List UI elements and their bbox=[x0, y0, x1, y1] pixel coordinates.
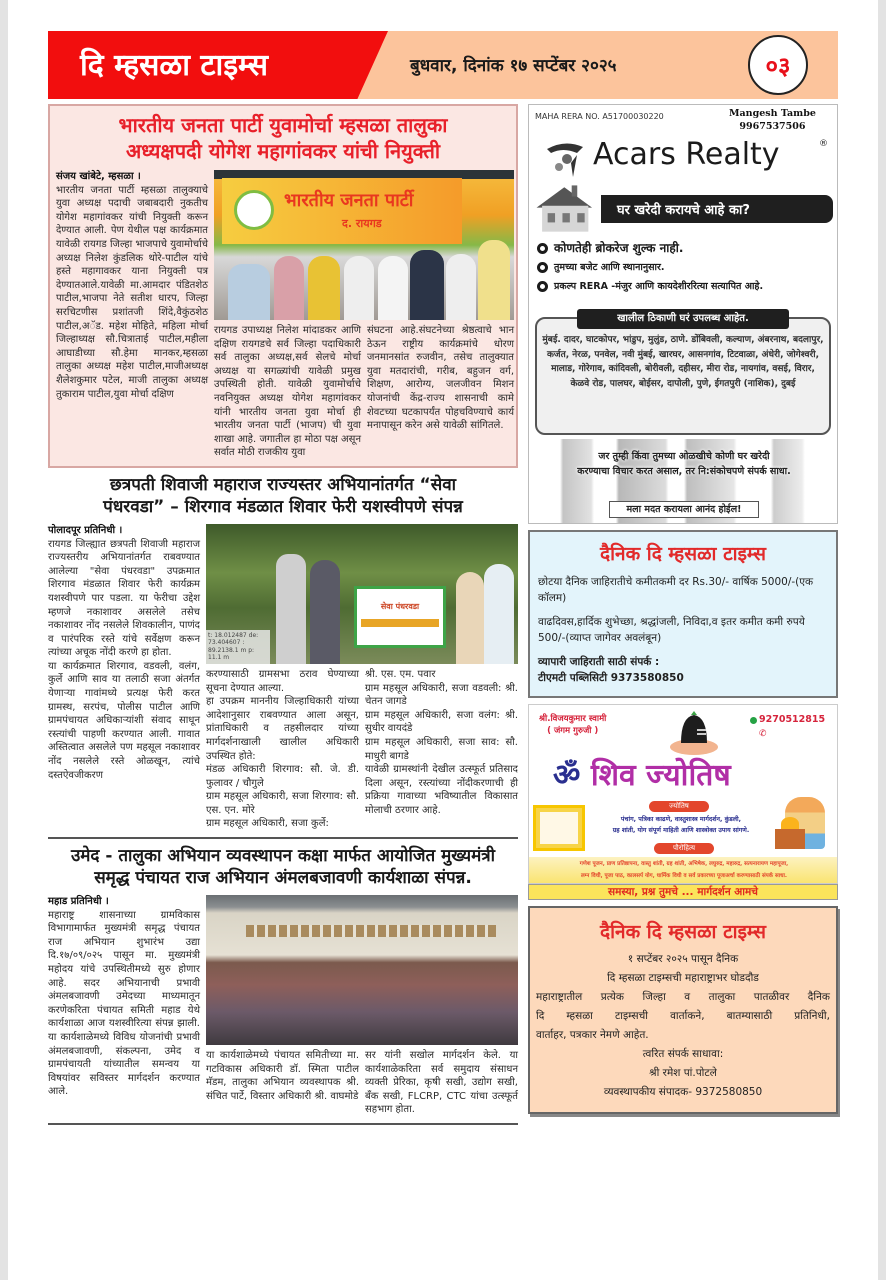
photo-person bbox=[478, 240, 510, 320]
locations-title: खालील ठिकाणी घरं उपलब्ध आहेत. bbox=[577, 309, 789, 329]
left-column bbox=[48, 104, 518, 1125]
wall-frames bbox=[246, 925, 496, 937]
paurohitya-services: गणेश पूजन, प्राण प्रतिष्ठापना, वास्तु शांती, ग्रह शांती, अभिषेक, लघुरुद्र, महारुद्र, सत्यनारायण महापूजा, bbox=[579, 861, 789, 867]
headline-line: छत्रपती शिवाजी महाराज राज्यस्तर अभियानांतर्गत “सेवा bbox=[109, 474, 457, 495]
article-umed-workshop bbox=[48, 895, 518, 1117]
astro-title-text: शिव ज्योतिष bbox=[590, 758, 731, 793]
registered-trademark: ® bbox=[819, 139, 828, 149]
article-paragraph: ग्राम महसूल अधिकारी, सजा वलंग: श्री. सुधीर वायदंडे bbox=[365, 709, 518, 735]
cta-line: करण्याचा विचार करत असाल, तर नि:संकोचपणे संपर्क साधा. bbox=[577, 466, 791, 477]
page-number-badge: ०३ bbox=[748, 35, 808, 95]
locations-list: मुंबई. दादर, घाटकोपर, भांडुप, मुलुंड, ठाणे. डोंबिवली, कल्याण, अंबरनाथ, बदलापुर, कर्जत, नेरळ, पनवेल, नवी मुंबई, खारघर, आसनगांव, टिटवाळा, अंधेरी, जोगेश्वरी, मालाड, गोरेगाव, कांदिवली, बोरीवली, दहीसर, मीरा रोड, नायगांव, वसई, विरार, केळवे रोड, पालघर, बोईसर, दापोली, पुणे, ईगतपुरी (नाशिक), दुबई bbox=[542, 335, 824, 389]
agent-contact bbox=[729, 107, 816, 133]
headline-line: उमेद - तालुका अभियान व्यवस्थापन कक्षा मार्फत आयोजित मुख्यमंत्री bbox=[70, 846, 496, 867]
article-column-2: या कार्यशाळेमध्ये पंचायत समितीच्या मा. गटविकास अधिकारी डॉ. स्मिता पाटील मॅडम, तालुका अभियान व्यवस्थापक श्री. संचित पार्टे, विस्तार अधिकारी श्री. वाघमोडे bbox=[206, 1050, 359, 1102]
divider bbox=[48, 837, 518, 839]
rates-contact-label: व्यापारी जाहिराती साठी संपर्क : bbox=[538, 656, 660, 668]
article-seva-pandharwada bbox=[48, 524, 518, 831]
phone-icon: ✆ bbox=[759, 729, 767, 739]
article-headline bbox=[48, 474, 518, 518]
article-paragraph: श्री. एस. एम. पवार bbox=[365, 668, 436, 680]
feature-text: तुमच्या बजेट आणि स्थानानुसार. bbox=[554, 262, 665, 273]
cta-line: जर तुम्ही किंवा तुमच्या ओळखीचे कोणी घर खरेदी bbox=[598, 451, 770, 462]
feature-text: प्रकल्प RERA -मंजुर आणि कायदेशीररित्या सत्यापित आहे. bbox=[554, 281, 764, 292]
advertisement-shiv-jyotish bbox=[528, 704, 838, 884]
rera-number: MAHA RERA NO. A51700030220 bbox=[535, 112, 664, 121]
article-column-1 bbox=[56, 170, 208, 460]
rates-title: दैनिक दि म्हसळा टाइम्स bbox=[600, 543, 766, 565]
recruit-line: महाराष्ट्रातील प्रत्येक जिल्हा व तालुका पातळीवर दैनिक bbox=[536, 991, 830, 1003]
photo-person bbox=[456, 572, 484, 664]
article-photo-field-visit bbox=[206, 524, 518, 664]
astrologer-phone: 9270512815 bbox=[759, 714, 826, 725]
issue-date: बुधवार, दिनांक १७ सप्टेंबर २०२५ bbox=[410, 56, 617, 76]
article-paragraph: मंडळ अधिकारी शिरगाव: सौ. जे. डी. फुलावर / चौगुले bbox=[206, 764, 359, 789]
photo-stage-banner bbox=[222, 178, 462, 244]
article-paragraph: या कार्यक्रमात शिरगाव, वडवली, वलंग, कुर्ले आणि साव या तलाठी सजा अंतर्गत येणाऱ्या गावांमध्ये प्रत्यक्ष फेरी करत ग्रामस्थ, सरपंच, पोलीस पाटील आणि ग्रामपंचायत अधिकाऱ्यांशी संवाद साधून रस्त्यांची पाहणी करण्यात आली. गावात अस्तित्वात असलेले पण महसूल नकाशावर नोंद नसलेले रस्ते ओळखून, त्यांचे दस्तऐवजीकरण bbox=[48, 660, 200, 781]
feature-item bbox=[537, 277, 835, 296]
recruit-line: दि म्हसळा टाइम्सची महाराष्ट्राभर घोडदौड bbox=[607, 972, 759, 984]
photo-person bbox=[484, 564, 514, 664]
article-column-1 bbox=[48, 524, 200, 831]
article-text: भारतीय जनता पार्टी म्हसळा तालुक्याचे युवा अध्यक्ष पदाची जबाबदारी नुकतीच योगेश महागांवकर यांची नियुक्ती करून देण्यात आली. पेण येथील पक्ष कार्यक्रमात यावेळी रायगड जिल्हा भाजपाचे युवामोर्चाचे अध्यक्ष निलेश कुंडलिक थोरे-पाटील यांचे हस्ते महागावकर याना नियुक्ती पत्र देण्यातआले.यावेळी मा.आमदार पंडितशेठ पाटील,भाजपा नेते सतीश धारप, जिल्हा सरचिटणीस प्रशांतजी शिंदे,वैकुंठशेठ पाटील,अॅड. महेश मोहिते, महिला मोर्चा जिल्हाध्यक्ष सौ.चित्राताई पाटील,महीला आघाडीच्या सौ.हेमा मानकर,म्हसळा तालुका अध्यक्ष महेश पाटील,माजीअध्यक्ष शैलेशकुमार पटेल, माजी तालुका अध्यक्ष तुकाराम पाटील,युवा मोर्चा दक्षिण bbox=[56, 184, 209, 400]
article-right-area bbox=[206, 524, 518, 831]
bullet-icon bbox=[537, 281, 548, 292]
section-jyotish-label: ज्योतिष bbox=[649, 801, 709, 812]
article-headline bbox=[48, 845, 518, 889]
buy-home-question: घर खरेदी करायचे आहे का? bbox=[601, 195, 833, 223]
article-paragraph: हा उपक्रम माननीय जिल्हाधिकारी यांच्या आदेशानुसार राबवण्यात आला असून, प्रांताधिकारी व तहसीलदार यांच्या मार्गदर्शनाखाली खालील अधिकारी उपस्थित होते: bbox=[206, 696, 359, 762]
page-margin-right bbox=[878, 0, 886, 1280]
feature-list bbox=[537, 239, 835, 296]
article-byline: संजय खांबेटे, म्हसळा । bbox=[56, 171, 141, 182]
photo-banner-text: भारतीय जनता पार्टी bbox=[284, 190, 414, 211]
article-columns bbox=[214, 324, 514, 460]
agent-phone: 9967537506 bbox=[739, 121, 806, 132]
jyotish-services: ग्रह शांती, योग संपूर्ण माहिती आणि शास्त्रोक्त उपाय सांगणे. bbox=[612, 827, 750, 834]
agent-name: Mangesh Tambe bbox=[729, 108, 816, 119]
photo-person bbox=[344, 256, 374, 320]
photo-seva-banner bbox=[354, 586, 446, 648]
house-icon bbox=[531, 183, 605, 235]
astro-ad-wrapper bbox=[528, 704, 838, 900]
brand-name: Acars Realty bbox=[593, 137, 780, 172]
recruit-line: १ सप्टेंबर २०२५ पासून दैनिक bbox=[627, 953, 739, 965]
acars-logo-icon bbox=[543, 139, 587, 179]
havan-kund-icon bbox=[775, 829, 805, 849]
rates-greetings: वाढदिवस,हार्दिक शुभेच्छा, श्रद्धांजली, निविदा,व इतर कमीत कमी रुपये 500/-(व्याप्त जागेवर अवलंबून) bbox=[538, 616, 805, 644]
article-photo-workshop bbox=[206, 895, 518, 1045]
paurohitya-services: लग्न विधी, पूजा पाठ, कालसर्प योग, धार्मिक विधी व सर्व प्रकारच्या पूजाअर्चा करण्यासाठी संपर्क साधा. bbox=[580, 873, 787, 879]
recruit-line: दि म्हसळा टाइम्सची वार्ताकने, बातम्यासाठी प्रतिनिधी, bbox=[536, 1010, 830, 1022]
section-paurohitya-label: पौरोहित्य bbox=[654, 843, 714, 854]
recruit-contact-phone: व्यवस्थापकीय संपादक- 9372580850 bbox=[603, 1086, 763, 1098]
headline-line: अध्यक्षपदी योगेश महागांवकर यांची नियुक्ती bbox=[125, 139, 441, 163]
om-symbol: ॐ bbox=[553, 758, 581, 793]
paurohitya-strip bbox=[529, 857, 838, 884]
rates-small-ads: छोटया दैनिक जाहिरातीचे कमीतकमी दर Rs.30/- वार्षिक 5000/-(एक कॉलम) bbox=[538, 576, 814, 604]
article-column-2 bbox=[206, 668, 359, 831]
astro-tagline: समस्या, प्रश्न तुमचे ... मार्गदर्शन आमचे bbox=[528, 884, 838, 900]
article-paragraph: ग्राम महसूल अधिकारी, सजा कुर्ले: bbox=[206, 818, 329, 830]
article-columns bbox=[206, 1049, 518, 1117]
article-right-area bbox=[214, 170, 514, 460]
article-headline bbox=[56, 112, 510, 164]
photo-person bbox=[308, 256, 340, 320]
shivling-icon bbox=[667, 711, 721, 757]
article-columns bbox=[206, 668, 518, 831]
feature-text: कोणतेही ब्रोकरेज शुल्क नाही. bbox=[554, 241, 684, 255]
masthead bbox=[48, 31, 838, 99]
banner-band bbox=[361, 619, 439, 627]
article-paragraph: ग्राम महसूल अधिकारी, सजा वडवली: श्री. चेतन जागडे bbox=[365, 682, 518, 708]
right-column bbox=[528, 104, 838, 1114]
article-text: महाराष्ट्र शासनाच्या ग्रामविकास विभागामार्फत मुख्यमंत्री समृद्ध पंचायत राज अभियान शुभारंभ उद्या दि.१७/०९/०२५ पासून मा. मुख्यमंत्री महोदय यांचे उपस्थितीमध्ये सुरु होणार आहे. सदर अभियानाची प्रभावी अंमलबजावणी उमेदच्या माध्यमातून करणेकरिता पंचायत समिती महाड येथे कार्यशाळा आज यशस्वीरित्या संपन्न झाली. या कार्यशाळेमध्ये विविध योजनांची प्रभावी अंमलबजावणी, संकल्पना, उमेद व ग्रामपंचायती यांच्यातील समन्वय या विषयांवर सविस्तर मार्गदर्शन करण्यात आले. bbox=[48, 909, 200, 1098]
article-column-1 bbox=[48, 895, 200, 1117]
photo-person bbox=[446, 254, 476, 320]
photo-person bbox=[276, 554, 306, 664]
article-paragraph: करण्यासाठी ग्रामसभा ठराव घेण्याच्या सूचना देण्यात आल्या. bbox=[206, 668, 359, 694]
recruitment-notice bbox=[528, 906, 838, 1114]
astrologer-name bbox=[539, 713, 606, 737]
feature-item bbox=[537, 258, 835, 277]
yantra-inner bbox=[540, 812, 578, 844]
page-grid bbox=[48, 104, 838, 1125]
recruit-contact-name: श्री रमेश पां.पोटले bbox=[649, 1067, 717, 1079]
article-paragraph: ग्राम महसूल अधिकारी, सजा शिरगाव: सौ. एस. एन. मोरे bbox=[206, 791, 359, 816]
advertisement-rates-box bbox=[528, 530, 838, 698]
article-photo-bjp-event bbox=[214, 170, 514, 320]
astro-ad-title bbox=[553, 757, 731, 795]
article-column-3 bbox=[365, 668, 518, 831]
headline-line: समृद्ध पंचायत राज अभियान अंमलबजावणी कार्यशाळा संपन्न. bbox=[94, 868, 472, 889]
photo-person bbox=[310, 560, 340, 664]
recruit-contact-label: त्वरित संपर्क साधावा: bbox=[642, 1048, 724, 1060]
article-bjp-appointment bbox=[48, 104, 518, 468]
article-right-area bbox=[206, 895, 518, 1117]
headline-line: भारतीय जनता पार्टी युवामोर्चा म्हसळा तालुका bbox=[118, 113, 448, 137]
photo-person bbox=[410, 250, 444, 320]
photo-banner-subtext: द. रायगड bbox=[342, 217, 382, 230]
lotus-logo-icon bbox=[234, 190, 274, 230]
cta-closing: मला मदत करायला आनंद होईल! bbox=[609, 501, 759, 518]
recruit-title: दैनिक दि म्हसळा टाइम्स bbox=[600, 921, 766, 943]
locations-box bbox=[535, 313, 831, 435]
photo-person bbox=[378, 256, 408, 320]
bullet-icon bbox=[537, 243, 548, 254]
feature-item bbox=[537, 239, 835, 258]
photo-person bbox=[274, 256, 304, 320]
newspaper-title: दि म्हसळा टाइम्स bbox=[80, 48, 269, 83]
gps-overlay: t: 18.012487 de: 73.404607 : 89.2138.1 m p: 11.1 m bbox=[206, 630, 270, 664]
rates-contact-value: टीएमटी पब्लिसिटी 9373580850 bbox=[538, 672, 684, 684]
contact-cta bbox=[529, 449, 838, 479]
photo-person bbox=[228, 264, 270, 320]
page-margin-left bbox=[0, 0, 8, 1280]
article-column-3: सर यांनी सखोल मार्गदर्शन केले. या कार्यशाळेकरिता सर्व समुदाय संसाधन व्यक्ती प्रेरिका, कृषी सखी, उद्योग सखी, बँक सखी, FLCRP, CTC यांचा उत्स्फूर्त सहभाग होता. bbox=[365, 1050, 518, 1116]
article-body bbox=[56, 170, 514, 460]
article-column-3: संघटना आहे.संघटनेच्या श्रेष्ठत्वाचे भान ठेऊन राष्ट्रीय कार्यक्रमांचे धोरण जनमानसांत रुजवीन, तसेच तालुक्यात युवा मतदारांची, गरीब, बहुजन वर्ग, शिक्षण, आरोग्य, जलजीवन मिशन योजनांची केंद्र-राज्य शासनाची कामे शेवटच्या घटकापर्यंत पोहचविण्याचे कार्य मनापासून करेन असे यावेळी सांगितले. bbox=[367, 325, 514, 432]
headline-line: पंधरवडा” – शिरगाव मंडळात शिवार फेरी यशस्वीपणे संपन्न bbox=[103, 496, 463, 517]
banner-text: सेवा पंधरवडा bbox=[380, 601, 420, 611]
bullet-icon bbox=[537, 262, 548, 273]
article-byline: महाड प्रतिनिधी । bbox=[48, 896, 109, 908]
article-paragraph: यावेळी ग्रामस्थांनी देखील उत्स्फूर्त प्रतिसाद दिला असून, रस्त्यांच्या नोंदीकरणाची ही प्रक्रिया गावाच्या भविष्यातील विकासात मोलाची ठरणार आहे. bbox=[365, 764, 518, 816]
jyotish-services: पंचांग, पत्रिका काढणे, वास्तुशास्त्र मार्गदर्शन, कुंडली, bbox=[620, 816, 742, 823]
astrologer-alias: ( जंगम गुरुजी ) bbox=[547, 726, 599, 736]
divider bbox=[48, 1123, 518, 1125]
astrologer-name-text: श्री.विजयकुमार स्वामी bbox=[539, 714, 607, 724]
advertisement-acars-realty bbox=[528, 104, 838, 524]
article-paragraph: रायगड जिल्ह्यात छत्रपती शिवाजी महाराज राज्यस्तरीय अभियानांतर्गत राबवण्यात आलेल्या "सेवा पंधरवडा" उपक्रमात शिरगाव मंडळात शिवार फेरी कार्यक्रम यशस्वीपणे पार पडला. या फेरीचा उद्देश म्हणजे नकाशावर असलेले तसेच नकाशावर नोंद नसलेले शिवकालीन, पाणंद व पारंपरिक रस्ते यांचे सर्वेक्षण करून त्यांच्या अचूक नोंदी करणे हा होता. bbox=[48, 538, 200, 659]
article-byline: पोलादपूर प्रतिनिधी । bbox=[48, 524, 123, 536]
whatsapp-icon bbox=[750, 717, 757, 724]
yantra-image bbox=[533, 805, 585, 851]
recruit-line: वार्ताहर, पत्रकार नेमणे आहेत. bbox=[536, 1029, 649, 1041]
article-column-2: रायगड उपाध्यक्ष निलेश मांदाडकर आणि दक्षिण रायगडचे सर्व जिल्हा पदाधिकारी सर्व तालुका अध्यक्ष,सर्व सेलचे मोर्चा अध्यक्ष या सगळ्यांची यावेळी प्रमुख उपस्थिती होती. यावेळी युवामोर्चाचे नवनियुक्त अध्यक्ष योगेश महागांवकर यांनी भारतीय जनता युवा मोर्चा ही भारतीय जनता पार्टी (भाजप) ची युवा शाखा आहे. जगातील हा मोठा पक्ष असून सर्वात मोठी राजकीय युवा bbox=[214, 325, 361, 459]
article-paragraph: ग्राम महसूल अधिकारी, सजा साव: सौ. माधुरी बागडे bbox=[365, 736, 518, 762]
